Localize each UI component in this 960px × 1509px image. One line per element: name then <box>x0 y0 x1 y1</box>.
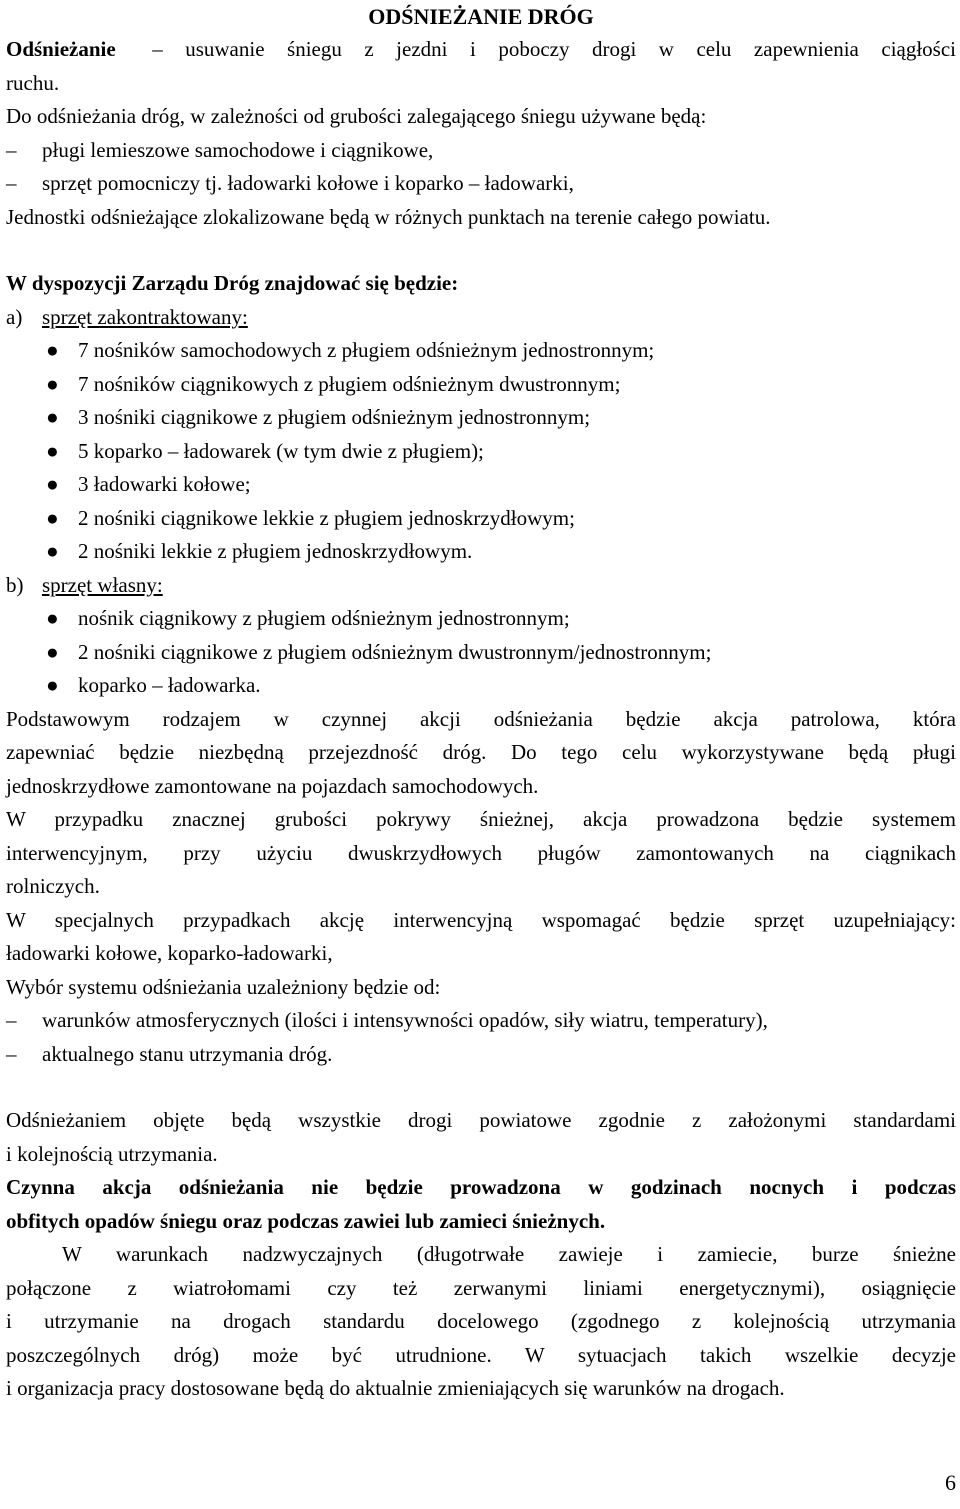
bullet-icon: ● <box>46 539 59 563</box>
list-item: ● 7 nośników samochodowych z pługiem odśnieżnym jednostronnym; <box>6 334 956 368</box>
section-b-list <box>6 602 956 703</box>
list-item: ● 3 nośniki ciągnikowe z pługiem odśnieżnym jednostronnym; <box>6 401 956 435</box>
paragraph-patrol <box>6 703 956 804</box>
units-location-text: Jednostki odśnieżające zlokalizowane będą w różnych punktach na terenie całego powiatu. <box>6 204 771 229</box>
text-line: zapewniać będzie niezbędną przejezdność dróg. Do tego celu wykorzystywane będą pługi <box>6 740 956 764</box>
text-line: i utrzymanie na drogach standardu docelowego (zgodnego z kolejnością utrzymania <box>6 1309 956 1333</box>
page-title: ODŚNIEŻANIE DRÓG <box>368 4 594 29</box>
text-line: W specjalnych przypadkach akcję interwencyjną wspomagać będzie sprzęt uzupełniający: <box>6 907 956 932</box>
list-item: ● 7 nośników ciągnikowych z pługiem odśnieżnym dwustronnym; <box>6 368 956 402</box>
list-item: – warunków atmosferycznych (ilości i intensywności opadów, siły wiatru, temperatury), <box>6 1004 956 1038</box>
bullet-icon: ● <box>46 438 59 463</box>
dash-marker: – <box>6 1041 17 1066</box>
section-a-letter: a) <box>6 304 23 329</box>
spacer <box>6 234 956 267</box>
dash-marker: – <box>6 137 17 162</box>
section-a-heading <box>6 301 956 335</box>
text-line: i kolejnością utrzymania. <box>6 1141 218 1166</box>
bullet-icon: ● <box>46 371 59 396</box>
bullet-icon: ● <box>46 639 59 664</box>
paragraph-scope <box>6 1104 956 1171</box>
section-b-label: sprzęt własny: <box>42 572 163 597</box>
intro-text: Do odśnieżania dróg, w zależności od grubości zalegającego śniegu używane będą: <box>6 104 707 128</box>
paragraph-intervention <box>6 803 956 904</box>
list-item: ● 2 nośniki lekkie z pługiem jednoskrzydłowym. <box>6 535 956 569</box>
system-factors-list <box>6 1004 956 1071</box>
section-a-list <box>6 334 956 569</box>
text-line: W warunkach nadzwyczajnych (długotrwałe zawieje i zamiecie, burze śnieżne <box>62 1242 956 1266</box>
bullet-icon: ● <box>46 606 59 630</box>
text-line: poszczególnych dróg) może być utrudnione. W sytuacjach takich wszelkie decyzje <box>6 1342 956 1367</box>
definition-text-1: – usuwanie śniegu z jezdni i poboczy drogi w celu zapewnienia ciągłości <box>152 37 957 61</box>
text-line: ładowarki kołowe, koparko-ładowarki, <box>6 941 333 965</box>
page-number: 6 <box>945 1470 956 1495</box>
list-item: ● koparko – ładowarka. <box>6 669 956 703</box>
paragraph-bold-notice <box>6 1171 956 1238</box>
bullet-icon: ● <box>46 405 59 429</box>
text-line: połączone z wiatrołomami czy też zerwanymi liniami energetycznymi), osiągnięcie <box>6 1275 956 1300</box>
text-line: interwencyjnym, przy użyciu dwuskrzydłowych pługów zamontowanych na ciągnikach <box>6 840 956 865</box>
list-item: – aktualnego stanu utrzymania dróg. <box>6 1038 956 1072</box>
definition-line-1 <box>6 33 956 67</box>
list-item: ● 5 koparko – ładowarek (w tym dwie z pługiem); <box>6 435 956 469</box>
bullet-icon: ● <box>46 338 59 362</box>
bullet-icon: ● <box>46 505 59 530</box>
list-item: ● nośnik ciągnikowy z pługiem odśnieżnym jednostronnym; <box>6 602 956 636</box>
text-line: i organizacja pracy dostosowane będą do aktualnie zmieniających się warunków na drogach. <box>6 1376 785 1400</box>
list-item: ● 2 nośniki ciągnikowe lekkie z pługiem jednoskrzydłowym; <box>6 502 956 536</box>
dash-marker: – <box>6 171 17 195</box>
bullet-icon: ● <box>46 472 59 496</box>
text-line: obfitych opadów śniegu oraz podczas zawiei lub zamieci śnieżnych. <box>6 1208 606 1233</box>
section-b-letter: b) <box>6 572 24 597</box>
bullet-icon: ● <box>46 673 59 697</box>
disposal-heading: W dyspozycji Zarządu Dróg znajdować się będzie: <box>6 271 459 295</box>
paragraph-special <box>6 904 956 971</box>
text-line: W przypadku znacznej grubości pokrywy śnieżnej, akcja prowadzona będzie systemem <box>6 807 956 831</box>
definition-line-2: ruchu. <box>6 70 60 95</box>
paragraph-extraordinary <box>6 1238 956 1406</box>
text-line: jednoskrzydłowe zamontowane na pojazdach samochodowych. <box>6 773 539 798</box>
list-item: ● 3 ładowarki kołowe; <box>6 468 956 502</box>
text-line: Czynna akcja odśnieżania nie będzie prowadzona w godzinach nocnych i podczas <box>6 1175 956 1199</box>
dash-marker: – <box>6 1008 17 1032</box>
text-line: Podstawowym rodzajem w czynnej akcji odśnieżania będzie akcja patrolowa, która <box>6 706 956 731</box>
list-item: – sprzęt pomocniczy tj. ładowarki kołowe i koparko – ładowarki, <box>6 167 956 201</box>
section-b-heading <box>6 569 956 603</box>
document-page <box>6 0 956 1406</box>
section-a-label: sprzęt zakontraktowany: <box>42 304 248 329</box>
text-line: rolniczych. <box>6 874 100 898</box>
list-item: ● 2 nośniki ciągnikowe z pługiem odśnieżnym dwustronnym/jednostronnym; <box>6 636 956 670</box>
spacer <box>6 1071 956 1104</box>
definition-term: Odśnieżanie <box>6 37 116 61</box>
equipment-list <box>6 134 956 201</box>
list-item: – pługi lemieszowe samochodowe i ciągnikowe, <box>6 134 956 168</box>
text-line: Odśnieżaniem objęte będą wszystkie drogi powiatowe zgodnie z założonymi standardami <box>6 1108 956 1132</box>
system-choice-text: Wybór systemu odśnieżania uzależniony będzie od: <box>6 974 441 999</box>
